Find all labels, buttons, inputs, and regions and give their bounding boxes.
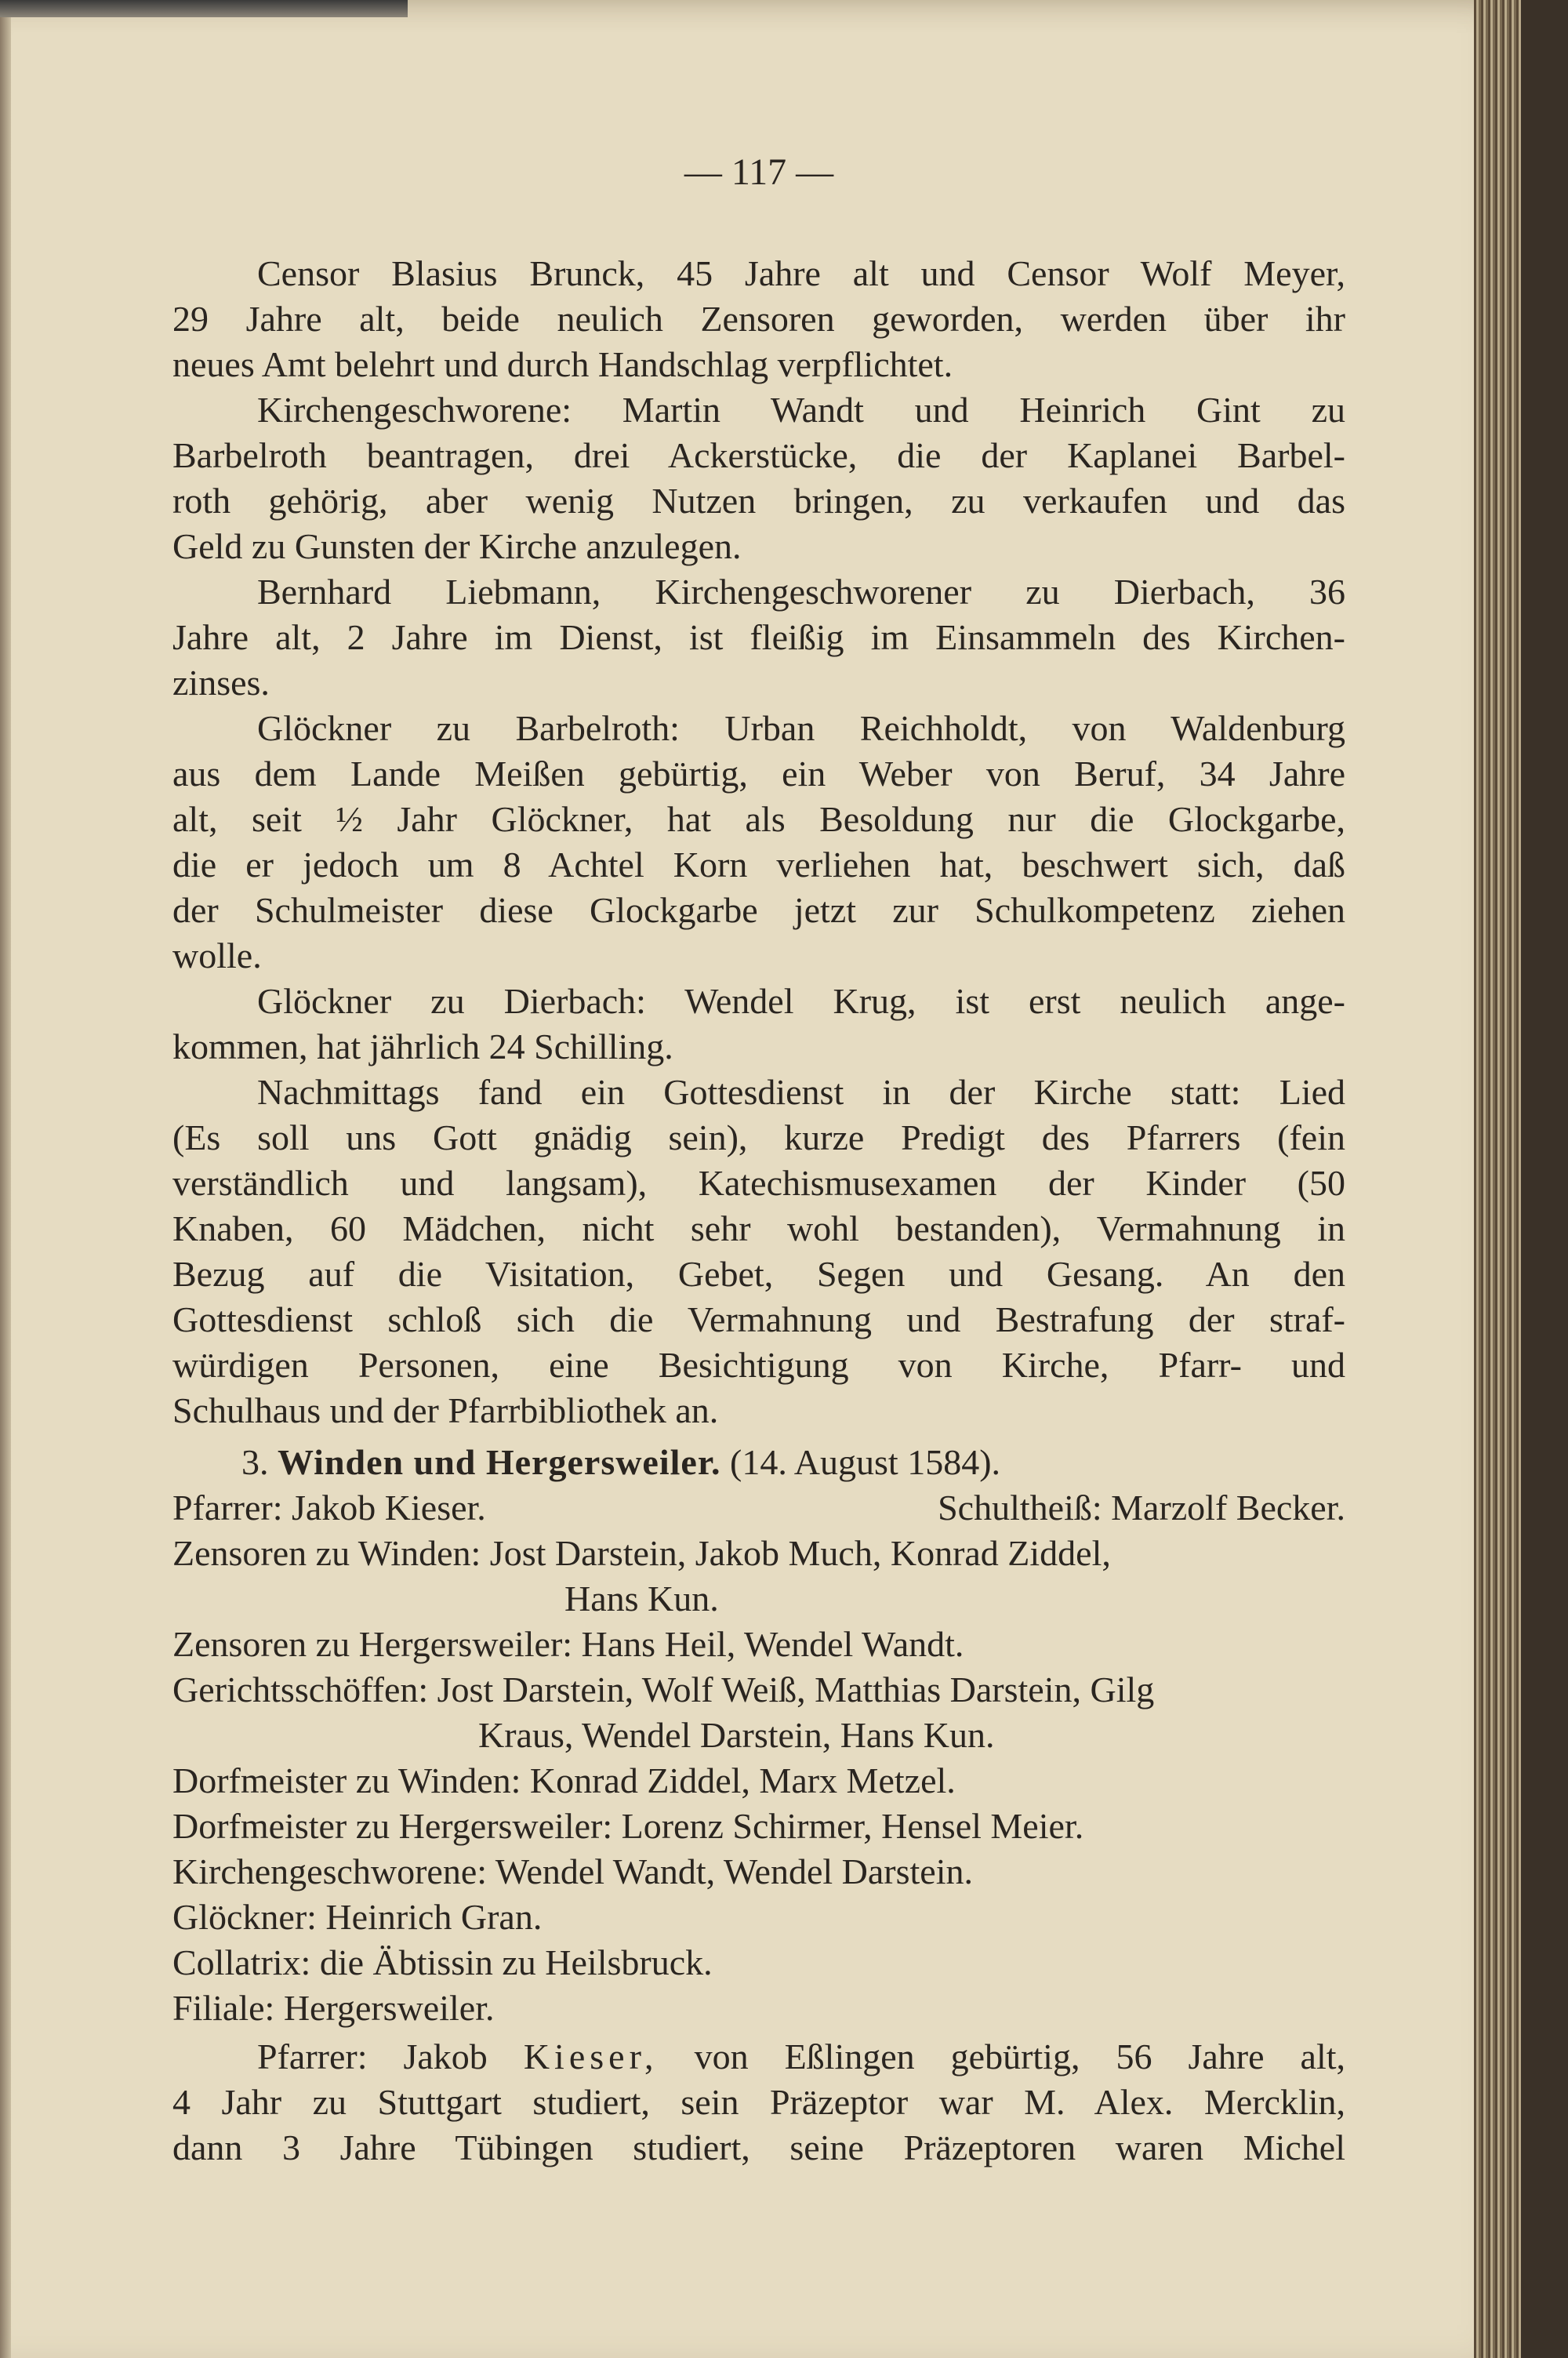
text-line: aus dem Lande Meißen gebürtig, ein Weber von Beruf, 34 Jahre: [172, 754, 1345, 794]
section-heading: [172, 1440, 1345, 1485]
pastor-name-spaced: Kieser,: [523, 2036, 659, 2076]
text-line: alt, seit ½ Jahr Glöckner, hat als Besoldung nur die Glockgarbe,: [172, 799, 1345, 839]
personnel-line: Zensoren zu Winden: Jost Darstein, Jakob Much, Konrad Ziddel,: [172, 1533, 1111, 1573]
section-number: 3.: [241, 1442, 269, 1482]
text-line: Nachmittags fand ein Gottesdienst in der Kirche statt: Lied: [257, 1072, 1345, 1112]
personnel-line: Glöckner: Heinrich Gran.: [172, 1897, 543, 1937]
personnel-line: Dorfmeister zu Winden: Konrad Ziddel, Marx Metzel.: [172, 1760, 956, 1800]
text-line: zinses.: [172, 663, 270, 703]
page-gutter: [0, 0, 11, 2358]
text-line: [172, 2034, 1345, 2080]
pastor-entry: Pfarrer: Jakob Kieser.: [172, 1488, 486, 1528]
text-line: Glöckner zu Barbelroth: Urban Reichholdt, von Waldenburg: [257, 708, 1345, 748]
personnel-line: Kirchengeschworene: Wendel Wandt, Wendel Darstein.: [172, 1851, 974, 1891]
text-line: 29 Jahre alt, beide neulich Zensoren geworden, werden über ihr: [172, 299, 1345, 339]
personnel-line: Kraus, Wendel Darstein, Hans Kun.: [478, 1715, 995, 1755]
text-line: Bezug auf die Visitation, Gebet, Segen und Gesang. An den: [172, 1254, 1345, 1294]
mayor-entry: Schultheiß: Marzolf Becker.: [938, 1488, 1345, 1528]
text-line: roth gehörig, aber wenig Nutzen bringen, zu verkaufen und das: [172, 481, 1345, 521]
section-date: (14. August 1584).: [730, 1442, 1001, 1482]
pastor-origin: von Eßlingen gebürtig, 56 Jahre alt,: [694, 2036, 1346, 2076]
text-line: würdigen Personen, eine Besichtigung von Kirche, Pfarr- und: [172, 1345, 1345, 1385]
page-number: — 117 —: [684, 151, 834, 193]
text-line: Barbelroth beantragen, drei Ackerstücke, die der Kaplanei Barbel-: [172, 435, 1345, 475]
personnel-line: Gerichtsschöffen: Jost Darstein, Wolf Weiß, Matthias Darstein, Gilg: [172, 1669, 1155, 1709]
text-line: Schulhaus und der Pfarrbibliothek an.: [172, 1390, 719, 1430]
text-line: Gottesdienst schloß sich die Vermahnung und Bestrafung der straf-: [172, 1299, 1345, 1339]
text-line: neues Amt belehrt und durch Handschlag verpflichtet.: [172, 344, 953, 384]
text-line: (Es soll uns Gott gnädig sein), kurze Predigt des Pfarrers (fein: [172, 1117, 1345, 1157]
text-line: Knaben, 60 Mädchen, nicht sehr wohl bestanden), Vermahnung in: [172, 1208, 1345, 1248]
text-line: Censor Blasius Brunck, 45 Jahre alt und Censor Wolf Meyer,: [257, 253, 1345, 293]
text-line: Glöckner zu Dierbach: Wendel Krug, ist erst neulich ange-: [257, 981, 1345, 1021]
personnel-line: Filiale: Hergersweiler.: [172, 1988, 495, 2028]
text-line: dann 3 Jahre Tübingen studiert, seine Präzeptoren waren Michel: [172, 2127, 1345, 2167]
top-binding-strip: [0, 0, 408, 17]
text-line: verständlich und langsam), Katechismusexamen der Kinder (50: [172, 1163, 1345, 1203]
text-line: kommen, hat jährlich 24 Schilling.: [172, 1026, 673, 1066]
personnel-line: Hans Kun.: [564, 1579, 719, 1619]
text-line: wolle.: [172, 936, 262, 976]
page-edges: [1474, 0, 1521, 2358]
section-title: Winden und Hergersweiler.: [278, 1442, 721, 1482]
text-line: die er jedoch um 8 Achtel Korn verliehen hat, beschwert sich, daß: [172, 845, 1345, 885]
personnel-line: Collatrix: die Äbtissin zu Heilsbruck.: [172, 1942, 713, 1982]
personnel-line: [172, 1485, 1345, 1531]
text-line: der Schulmeister diese Glockgarbe jetzt zur Schulkompetenz ziehen: [172, 890, 1345, 930]
text-line: Bernhard Liebmann, Kirchengeschworener zu Dierbach, 36: [257, 572, 1345, 612]
text-line: Kirchengeschworene: Martin Wandt und Heinrich Gint zu: [257, 390, 1345, 430]
text-line: Geld zu Gunsten der Kirche anzulegen.: [172, 526, 742, 566]
personnel-line: Dorfmeister zu Hergersweiler: Lorenz Schirmer, Hensel Meier.: [172, 1806, 1084, 1846]
pastor-label: Pfarrer: Jakob: [257, 2036, 488, 2076]
personnel-line: Zensoren zu Hergersweiler: Hans Heil, Wendel Wandt.: [172, 1624, 964, 1664]
text-line: Jahre alt, 2 Jahre im Dienst, ist fleißig im Einsammeln des Kirchen-: [172, 617, 1345, 657]
text-line: 4 Jahr zu Stuttgart studiert, sein Präzeptor war M. Alex. Mercklin,: [172, 2082, 1345, 2122]
